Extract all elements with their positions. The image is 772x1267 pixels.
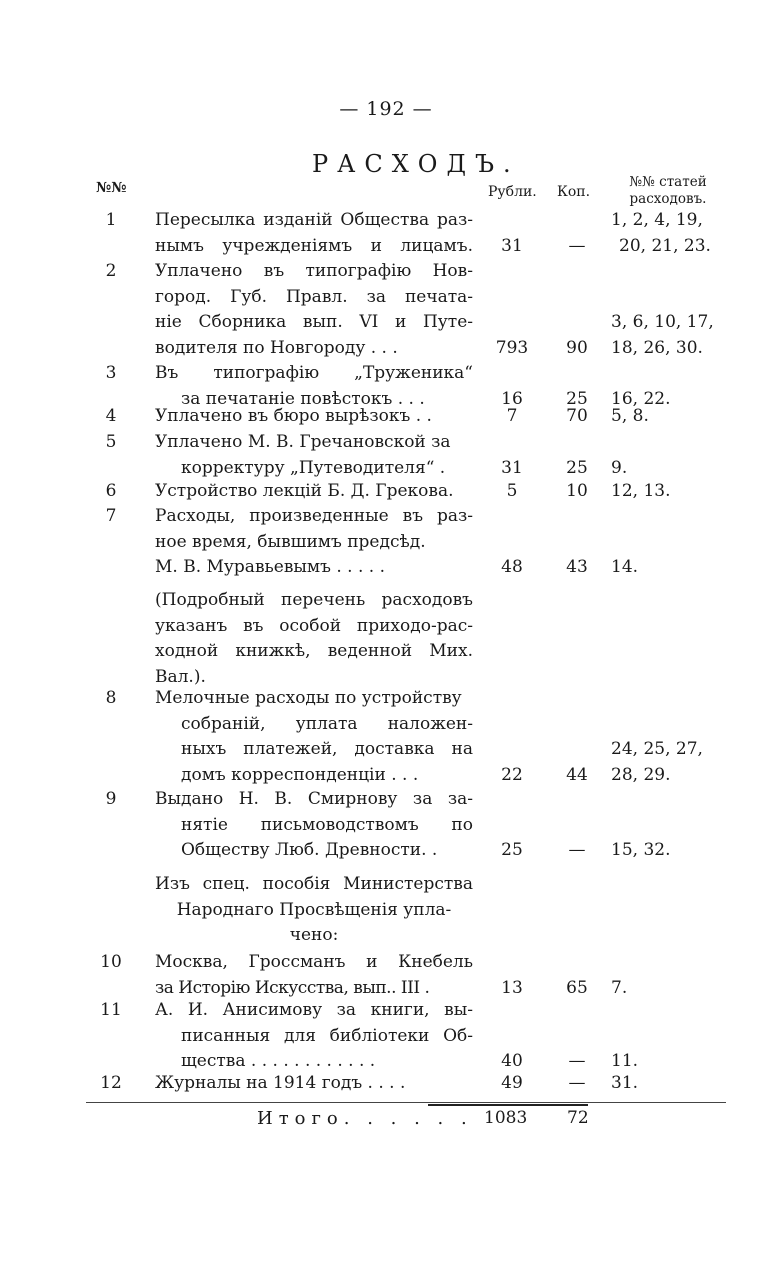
- header-number: №№: [96, 180, 127, 196]
- description-line: город. Губ. Правл. за печата-: [155, 286, 473, 307]
- row-number: 5: [105, 432, 117, 452]
- row-rubles: 49: [501, 1073, 523, 1093]
- row-articles: [611, 838, 729, 864]
- row-kopecks: —: [568, 236, 586, 256]
- total-label: Итого. . . . . .: [257, 1108, 473, 1129]
- description-line: Пересылка изданій Общества раз-: [155, 210, 473, 230]
- description-line: Въ типографію „Труженика“: [155, 363, 473, 383]
- row-articles: [611, 737, 729, 788]
- row-articles: [611, 1071, 729, 1097]
- row-number: 10: [100, 952, 122, 972]
- row-rubles: 48: [501, 557, 523, 577]
- articles-line: 18, 26, 30.: [611, 337, 703, 358]
- note-line: ходной книжкѣ, веденной Мих.: [155, 641, 473, 662]
- header-articles-line-1: №№ статей: [629, 174, 707, 190]
- row-rubles: 31: [501, 458, 523, 478]
- description-line: ныхъ платежей, доставка на: [181, 739, 473, 760]
- table-bottom-rule: [86, 1102, 726, 1103]
- row-kopecks: —: [568, 1051, 586, 1071]
- row-number: 8: [105, 688, 117, 708]
- note-ministry-grant: [155, 872, 473, 949]
- description-line: писанныя для библіотеки Об-: [181, 1025, 473, 1046]
- row-description: [155, 404, 473, 430]
- description-line: Москва, Гроссманъ и Кнебель: [155, 952, 473, 972]
- articles-line: 24, 25, 27,: [611, 739, 703, 759]
- articles-line: 16, 22.: [611, 389, 671, 409]
- description-line: ніе Сборника вып. VI и Путе-: [155, 312, 473, 333]
- row-rubles: 40: [501, 1051, 523, 1071]
- description-line: собраній, уплата наложен-: [181, 713, 473, 734]
- row-rubles: 31: [501, 236, 523, 256]
- total-rubles: 1083: [484, 1108, 528, 1128]
- description-line: Обществу Люб. Древности. .: [181, 840, 438, 861]
- row-number: 11: [100, 1000, 122, 1020]
- row-kopecks: 90: [566, 338, 588, 358]
- row-number: 1: [105, 210, 117, 230]
- description-line: ное время, бывшимъ предсѣд.: [155, 531, 426, 552]
- row-articles: [611, 456, 729, 482]
- description-line: Мелочные расходы по устройству: [155, 688, 462, 708]
- articles-line: 28, 29.: [611, 764, 671, 785]
- row-kopecks: 70: [566, 406, 588, 426]
- row-articles: [611, 555, 729, 581]
- articles-line: 20, 21, 23.: [619, 235, 711, 256]
- description-line: домъ корреспонденціи . . .: [181, 764, 419, 785]
- description-line: корректуру „Путеводителя“ .: [181, 457, 446, 478]
- row-rubles: 25: [501, 840, 523, 860]
- header-articles-line-2: расходовъ.: [629, 191, 707, 207]
- articles-line: 11.: [611, 1051, 639, 1071]
- total-kopecks: 72: [567, 1108, 589, 1128]
- description-line: нымъ учрежденіямъ и лицамъ.: [155, 235, 473, 256]
- articles-line: 7.: [611, 978, 628, 998]
- description-line: Расходы, произведенные въ раз-: [155, 506, 473, 526]
- description-line: водителя по Новгороду . . .: [155, 337, 398, 358]
- row-rubles: 16: [501, 389, 523, 409]
- articles-line: 5, 8.: [611, 406, 649, 426]
- note-line: Вал.).: [155, 666, 206, 687]
- row-number: 7: [105, 506, 117, 526]
- articles-line: 12, 13.: [611, 481, 671, 501]
- row-description: [155, 1071, 473, 1097]
- row-kopecks: 65: [566, 978, 588, 998]
- row-number: 9: [105, 789, 117, 809]
- row-articles: [611, 208, 729, 259]
- description-line: Уплачено въ бюро вырѣзокъ . .: [155, 406, 432, 426]
- row-description: [155, 208, 473, 259]
- articles-line: 31.: [611, 1073, 639, 1093]
- row-number: 2: [105, 261, 117, 281]
- row-articles: [611, 976, 729, 1002]
- note-line: указанъ въ особой приходо-рас-: [155, 615, 473, 636]
- row-articles: [611, 404, 729, 430]
- row-number: 12: [100, 1073, 122, 1093]
- description-line: Уплачено въ типографію Нов-: [155, 261, 473, 281]
- header-kopecks: Коп.: [557, 184, 591, 200]
- row-rubles: 13: [501, 978, 523, 998]
- row-rubles: 5: [506, 481, 518, 501]
- row-description: [155, 259, 473, 361]
- row-articles: [611, 310, 729, 361]
- row-kopecks: 25: [566, 458, 588, 478]
- note-detailed-list: [155, 588, 473, 690]
- description-line: Журналы на 1914 годъ . . . .: [155, 1073, 406, 1093]
- articles-line: 15, 32.: [611, 840, 671, 860]
- row-kopecks: 44: [566, 765, 588, 785]
- articles-line: 14.: [611, 557, 639, 577]
- description-line: за Исторію Искусства, вып.. III .: [155, 977, 430, 998]
- row-articles: [611, 479, 729, 505]
- row-number: 4: [105, 406, 117, 426]
- note-line: Изъ спец. пособія Министерства: [155, 874, 473, 894]
- row-description: [155, 479, 473, 505]
- row-description: [155, 686, 473, 788]
- page-number: — 192 —: [339, 98, 433, 120]
- row-number: 6: [105, 481, 117, 501]
- description-line: М. В. Муравьевымъ . . . . .: [155, 557, 386, 578]
- row-description: [155, 998, 473, 1075]
- row-rubles: 7: [506, 406, 518, 426]
- row-description: [155, 787, 473, 864]
- description-line: Устройство лекцій Б. Д. Грекова.: [155, 481, 454, 501]
- note-line: чено:: [289, 925, 339, 946]
- header-articles: [614, 174, 722, 208]
- articles-line: 9.: [611, 458, 628, 478]
- total-rule: [428, 1104, 588, 1106]
- row-description: [155, 504, 473, 581]
- description-line: Уплачено М. В. Гречановской за: [155, 432, 451, 452]
- row-rubles: 22: [501, 765, 523, 785]
- note-line: Народнаго Просвѣщенія упла-: [176, 899, 452, 920]
- articles-line: 1, 2, 4, 19,: [611, 210, 703, 230]
- description-line: за печатаніе повѣстокъ . . .: [181, 388, 425, 409]
- page-title: РАСХОДЪ.: [312, 150, 520, 178]
- description-line: нятіе письмоводствомъ по: [181, 814, 473, 835]
- row-number: 3: [105, 363, 117, 383]
- description-line: А. И. Анисимову за книги, вы-: [155, 1000, 473, 1020]
- articles-line: 3, 6, 10, 17,: [611, 312, 714, 332]
- note-line: (Подробный перечень расходовъ: [155, 590, 473, 610]
- row-description: [155, 430, 473, 481]
- row-rubles: 793: [495, 338, 529, 358]
- row-kopecks: —: [568, 840, 586, 860]
- row-kopecks: —: [568, 1073, 586, 1093]
- header-rubles: Рубли.: [488, 184, 537, 200]
- description-line: Выдано Н. В. Смирнову за за-: [155, 789, 473, 809]
- row-kopecks: 25: [566, 389, 588, 409]
- row-description: [155, 950, 473, 1001]
- row-kopecks: 10: [566, 481, 588, 501]
- row-kopecks: 43: [566, 557, 588, 577]
- description-line: щества . . . . . . . . . . . .: [181, 1051, 376, 1072]
